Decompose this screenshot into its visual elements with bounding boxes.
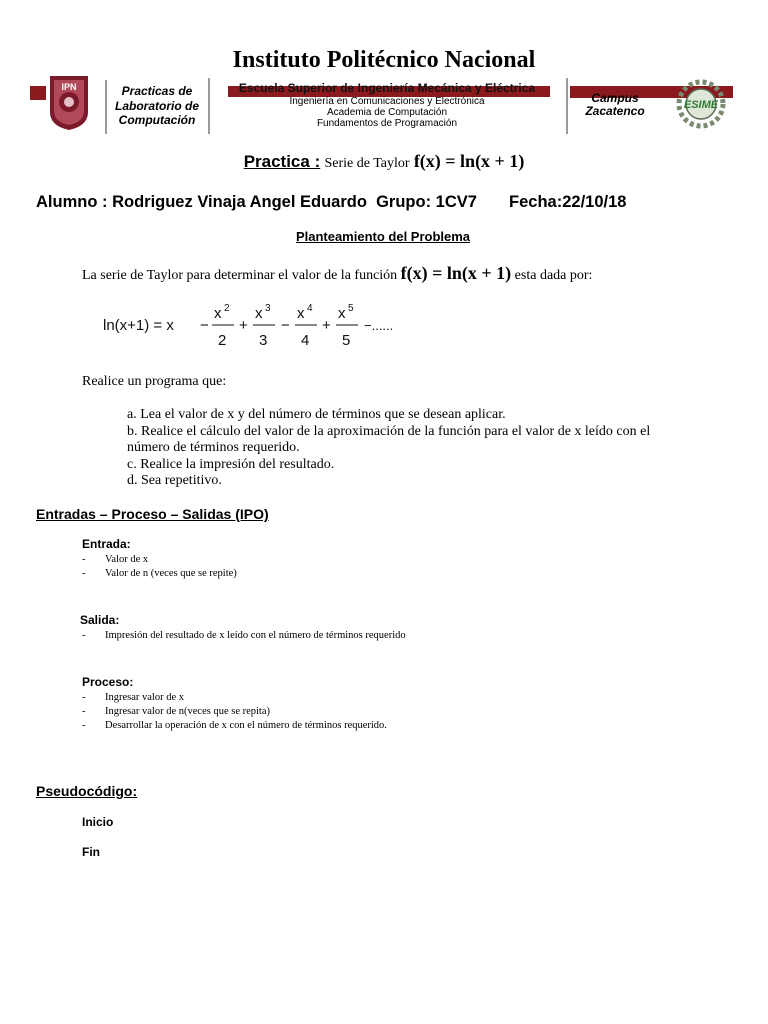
header-separator — [566, 78, 568, 134]
requirement-item: número de términos requerido. — [127, 440, 300, 455]
institute-title: Instituto Politécnico Nacional — [232, 47, 536, 73]
entrada-label: Entrada: — [82, 537, 131, 551]
formula-numerator: x — [297, 305, 305, 322]
practica-label: Practica : — [243, 152, 321, 171]
pseudocode-inicio: Inicio — [82, 815, 114, 829]
esime-logo — [672, 79, 730, 129]
requirements-list — [127, 407, 727, 490]
student-info-line: Alumno : Rodriguez Vinaja Angel Eduardo Grupo: 1CV7 Fecha:22/10/18 — [36, 193, 627, 211]
requirement-item: b. Realice el cálculo del valor de la aproximación de la función para el valor de x leído con el — [127, 423, 651, 439]
carrera-name: Ingeniería en Comunicaciones y Electrónica — [289, 96, 485, 107]
formula-exponent: 3 — [265, 303, 271, 314]
intro-suffix: esta dada por: — [514, 268, 593, 283]
formula-sign: − — [281, 317, 290, 334]
formula-numerator: x — [338, 305, 346, 322]
academia-name: Academia de Computación — [326, 107, 448, 118]
problem-intro — [82, 263, 592, 284]
formula-denominator: 5 — [342, 332, 351, 349]
practicas-label — [108, 84, 206, 128]
escuela-name: Escuela Superior de Ingeniería Mecánica y Eléctrica — [238, 81, 536, 95]
taylor-series-formula — [100, 296, 420, 356]
practicas-line1: Practicas de — [121, 84, 193, 98]
requirement-item: c. Realice la impresión del resultado. — [127, 456, 335, 472]
proceso-item: - Ingresar valor de x — [82, 691, 387, 705]
formula-denominator: 3 — [259, 332, 268, 349]
salida-list — [82, 629, 406, 643]
problem-heading: Planteamiento del Problema — [295, 229, 471, 244]
esime-logo-text: ESIME — [683, 99, 719, 111]
proceso-list — [82, 691, 387, 733]
practica-function: f(x) = ln(x + 1) — [413, 151, 525, 171]
header-red-band-left — [30, 86, 46, 100]
practica-topic: Serie de Taylor — [324, 156, 410, 171]
entrada-item: - Valor de x — [82, 553, 237, 567]
formula-lhs: ln(x+1) = x — [103, 317, 174, 334]
requirement-item: a. Lea el valor de x y del número de términos que se desean aplicar. — [127, 407, 506, 422]
entrada-item: - Valor de n (veces que se repite) — [82, 567, 237, 581]
materia-name: Fundamentos de Programación — [316, 118, 458, 129]
campus-line1: Campus — [591, 91, 639, 105]
formula-exponent: 5 — [348, 303, 354, 314]
formula-denominator: 2 — [218, 332, 227, 349]
practica-line — [0, 151, 768, 172]
ipn-logo — [46, 72, 92, 132]
formula-tail: −...... — [364, 318, 394, 333]
salida-item: - Impresión del resultado de x leído con el número de términos requerido — [82, 629, 406, 643]
formula-numerator: x — [255, 305, 263, 322]
proceso-label: Proceso: — [82, 675, 134, 689]
formula-denominator: 4 — [301, 332, 310, 349]
formula-exponent: 4 — [307, 303, 313, 314]
intro-prefix: La serie de Taylor para determinar el valor de la función — [82, 268, 398, 283]
proceso-item: - Desarrollar la operación de x con el número de términos requerido. — [82, 719, 387, 733]
realice-text: Realice un programa que: — [82, 374, 227, 389]
formula-numerator: x — [214, 305, 222, 322]
pseudocode-fin: Fin — [82, 845, 100, 859]
formula-sign: − — [200, 317, 209, 334]
pseudocode-heading: Pseudocódigo: — [36, 783, 138, 799]
campus-label — [570, 92, 660, 118]
formula-sign: + — [239, 317, 248, 334]
header-separator — [208, 78, 210, 134]
practicas-line3: Computación — [118, 113, 196, 127]
formula-sign: + — [322, 317, 331, 334]
entrada-list — [82, 553, 237, 581]
requirement-item: d. Sea repetitivo. — [127, 473, 222, 488]
ipo-heading: Entradas – Proceso – Salidas (IPO) — [36, 506, 269, 522]
salida-label: Salida: — [80, 613, 120, 627]
proceso-item: - Ingresar valor de n(veces que se repita) — [82, 705, 387, 719]
practicas-line2: Laboratorio de — [114, 98, 199, 113]
intro-function: f(x) = ln(x + 1) — [400, 263, 512, 283]
ipn-logo-text: IPN — [61, 82, 77, 92]
formula-exponent: 2 — [224, 303, 230, 314]
header-separator — [105, 80, 107, 134]
campus-line2: Zacatenco — [585, 104, 645, 118]
